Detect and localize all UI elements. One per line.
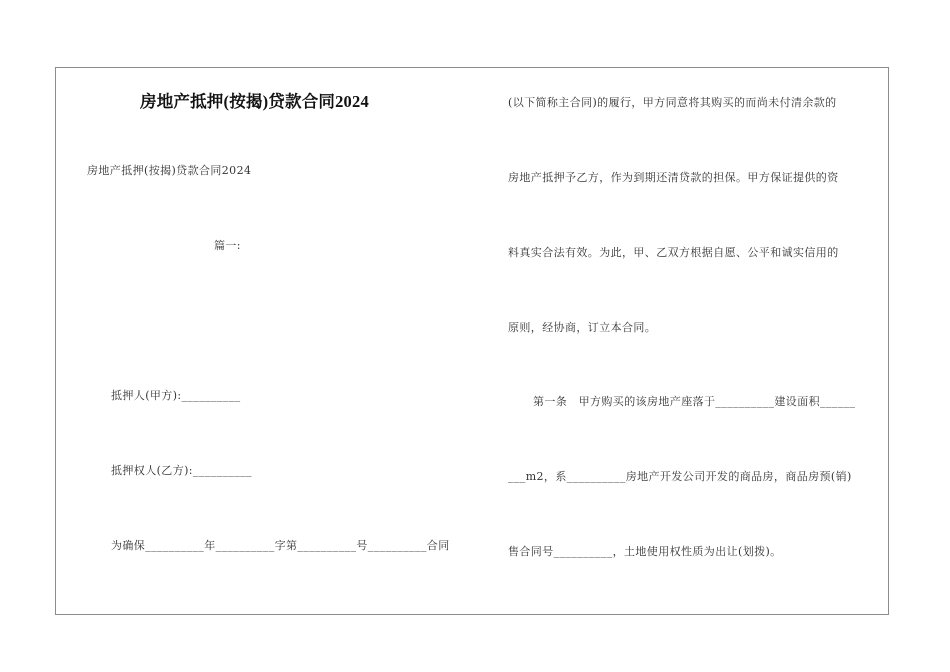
purpose-line: 为确保__________年__________字第__________号__________合同 xyxy=(111,539,450,552)
article-1-line: 售合同号__________，土地使用权性质为出让(划拨)。 xyxy=(508,545,782,558)
article-1-line: 第一条 甲方购买的该房地产座落于__________建设面积______ xyxy=(533,395,856,408)
paragraph-line: 房地产抵押予乙方，作为到期还清贷款的担保。甲方保证提供的资 xyxy=(508,171,839,184)
paragraph-line: 料真实合法有效。为此，甲、乙双方根据自愿、公平和诚实信用的 xyxy=(508,246,839,259)
mortgagor-line: 抵押人(甲方):__________ xyxy=(111,389,241,402)
document-title: 房地产抵押(按揭)贷款合同2024 xyxy=(140,92,369,111)
article-1-line: ___m2，系__________房地产开发公司开发的商品房，商品房预(销) xyxy=(508,470,852,483)
part-label: 篇一: xyxy=(214,239,241,252)
paragraph-line: (以下简称主合同)的履行，甲方同意将其购买的而尚未付清余款的 xyxy=(508,96,837,109)
paragraph-line: 原则，经协商，订立本合同。 xyxy=(508,321,657,334)
subtitle: 房地产抵押(按揭)贷款合同2024 xyxy=(87,164,252,177)
mortgagee-line: 抵押权人(乙方):__________ xyxy=(111,464,252,477)
page-frame xyxy=(55,67,889,615)
